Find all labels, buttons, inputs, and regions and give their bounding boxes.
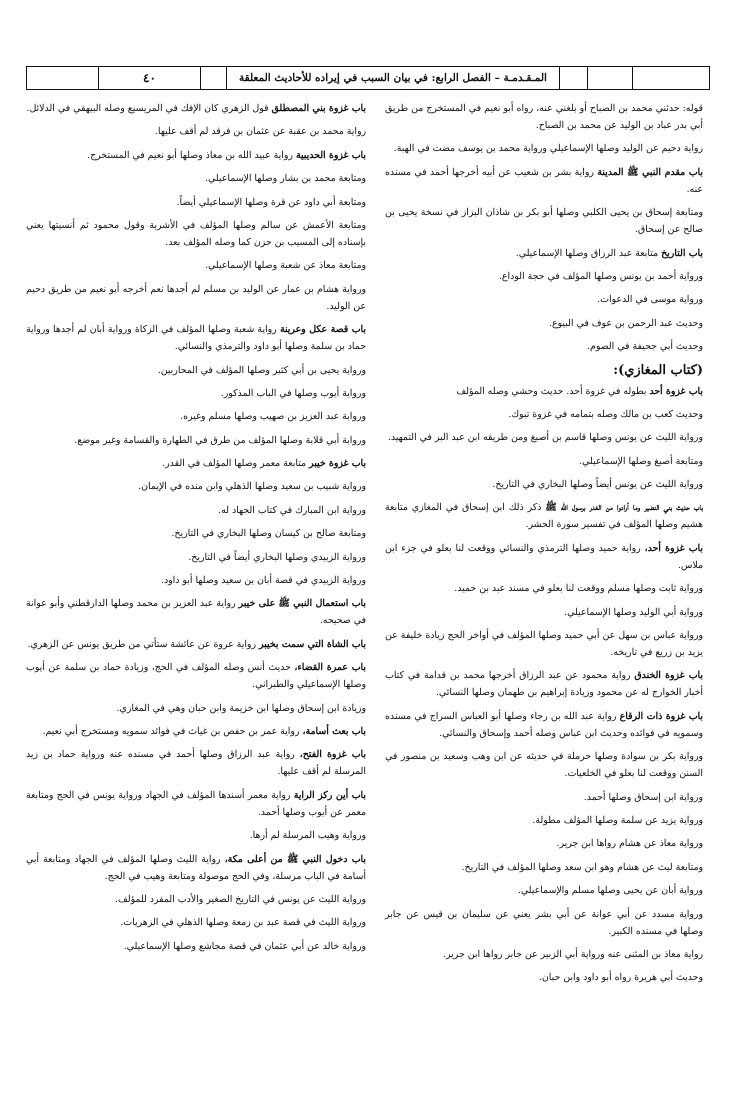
- paragraph: ورواية أبان عن يحيى وصلها مسلم والإسماعيلي.: [517, 885, 703, 897]
- paragraph: ورواية أيوب وصلها في الباب المذكور.: [220, 387, 366, 399]
- chapter-entry: [26, 746, 366, 780]
- paragraph: ورواية ابن إسحاق وصلها أحمد.: [583, 791, 703, 803]
- chapter-heading: باب دخول النبي ﷺ من أعلى مكة،: [224, 853, 366, 865]
- paragraph: ورواية أبي قلابة وصلها المؤلف من طرق في الطهارة والقسامة وغير موضع.: [74, 434, 366, 446]
- paragraph-text: بطوله في غزوة أحد. حديث وحشي وصله المؤلف: [456, 385, 650, 397]
- chapter-heading: باب استعمال النبي ﷺ على خيبر: [238, 598, 366, 610]
- paragraph: ومتابعة صالح بن كيسان وصلها البخاري في التاريخ.: [171, 528, 366, 540]
- paragraph: ورواية معاذ عن هشام رواها ابن جرير.: [556, 838, 703, 850]
- chapter-heading: باب غزوة بني المصطلق: [271, 103, 366, 114]
- header-empty-cell: [27, 67, 99, 89]
- paragraph: ورواية الزبيدي وصلها البخاري أيضاً في التاريخ.: [188, 551, 366, 563]
- chapter-entry: [26, 787, 366, 821]
- paragraph: ورواية الليث في قصة عبد بن زمعة وصلها الذهلي في الزهريات.: [120, 917, 366, 929]
- paragraph-text: حديث أنس وصله المؤلف في الحج، وزيادة حماد بن سلمة عن أيوب وصلها الإسماعيلي والطبراني.: [26, 662, 366, 691]
- right-column: [385, 100, 703, 993]
- paragraph: ورواية موسى في الدعوات.: [597, 294, 703, 306]
- running-header: [26, 66, 710, 90]
- paragraph-text: رواية عروة عن عائشة ستأتي من طريق يونس عن الزهري.: [27, 638, 259, 650]
- paragraph: ورواية الليث عن يونس في التاريخ الصغير والأدب المفرد للمؤلف.: [115, 893, 366, 905]
- paragraph: ورواية عباس بن سهل عن أبي حميد وصلها المؤلف في أواخر الحج زيادة خليفة عن يزيد بن زريع في تاريخه.: [385, 630, 703, 659]
- header-empty-cell: [201, 67, 227, 89]
- paragraph: ورواية أبي الوليد وصلها الإسماعيلي.: [564, 606, 703, 618]
- chapter-heading: باب غزوة أحد: [649, 385, 703, 397]
- paragraph: ورواية مسدد عن أبي عوانة عن أبي بشر يعني عن سليمان بن قيس عن جابر وصلها في مسنده الكبير.: [385, 908, 703, 937]
- chapter-entry: [385, 164, 703, 198]
- header-empty-cell: [588, 67, 633, 89]
- chapter-entry: [26, 723, 366, 740]
- chapter-heading: باب عمرة القضاء،: [294, 662, 366, 674]
- paragraph: ومتابعة الأعمش عن سالم وصلها المؤلف في الأشربة وقول محمود ثم أنسيتها يعني بإسناده إلى المسيب بن حزن كما وصله المؤلف بعد.: [26, 219, 366, 248]
- paragraph: وزيادة ابن إسحاق وصلها ابن خزيمة وابن حبان وهي في المغازي.: [116, 702, 366, 714]
- chapter-entry: [385, 383, 703, 400]
- paragraph: ورواية ابن المبارك في كتاب الجهاد له.: [218, 504, 366, 516]
- paragraph-text: قول الزهري كان الإفك في المريسيع وصله البيهقي في الدلائل.: [26, 103, 272, 114]
- chapter-heading: باب الشاة التي سمت بخيبر: [258, 638, 366, 650]
- paragraph: ورواية ثابت وصلها مسلم ووقعت لنا بعلو في مسند عبد بن حميد.: [454, 583, 703, 595]
- paragraph: رواية معاذ بن المثنى عنه ورواية أبي الزبير عن جابر رواها ابن جرير.: [443, 948, 703, 960]
- paragraph: ورواية الزبيدي في قصة أبان بن سعيد وصلها أبو داود.: [160, 575, 366, 587]
- paragraph-text: رواية الليث وصلها المؤلف في الجهاد ومتابعة أبي أسامة في الباب مرسلة، وفي الحج موصولة ومتابعة وهيب في الحج.: [26, 853, 366, 882]
- paragraph: قوله: حدثني محمد بن الصباح أو بلغني عنه، رواه أبو نعيم في المستخرج من طريق أبي بدر عباد بن الوليد عن محمد بن الصباح.: [385, 103, 703, 131]
- paragraph-text: رواية عبد العزيز بن محمد وصلها الدارقطني وأبو عوانة في صحيحه.: [26, 598, 366, 627]
- paragraph-text: رواية حميد وصلها الترمذي والنسائي ووقعت لنا بعلو في جزء ابن ملاس.: [385, 542, 703, 571]
- chapter-heading: باب غزوة ذات الرقاع: [619, 710, 703, 722]
- chapter-heading: باب غزوة الحديبية: [295, 149, 366, 161]
- paragraph: ورواية عبد العزيز بن صهيب وصلها مسلم وغيره.: [180, 411, 366, 423]
- paragraph-text: رواية عبد الله بن رجاء وصلها أبو العباس السراج في مسنده وسمويه في فوائده وحديث ابن عباس وصله أحمد وإسحاق والنسائي.: [385, 710, 703, 739]
- paragraph-text: ذكر ذلك ابن إسحاق في المغازي متابعة هشيم وصلها المؤلف في تفسير سورة الحشر.: [385, 502, 703, 531]
- paragraph-text: رواية عبيد الله بن معاذ وصلها أبو نعيم في المستخرج.: [87, 149, 296, 161]
- chapter-entry: [26, 100, 366, 117]
- paragraph: ورواية خالد عن أبي عثمان في قصة مجاشع وصلها الإسماعيلي.: [123, 940, 366, 952]
- paragraph: ومتابعة محمد بن بشار وصلها الإسماعيلي.: [205, 173, 366, 185]
- paragraph: ومتابعة معاذ عن شعبة وصلها الإسماعيلي.: [204, 260, 366, 272]
- paragraph-text: رواية عمر بن حفص بن غياث في فوائد سمويه ومستخرج أبي نعيم.: [42, 725, 303, 737]
- paragraph: ورواية أحمد بن يونس وصلها المؤلف في حجة الوداع.: [498, 270, 703, 282]
- left-column: [26, 100, 366, 961]
- header-empty-cell: [633, 67, 706, 89]
- chapter-entry: [26, 851, 366, 885]
- chapter-heading: باب غزوة الفتح،: [299, 749, 366, 761]
- chapter-title: المـقـدمـة – الفصل الرابع: في بيان السبب في إيراده للأحاديث المعلقة: [227, 67, 560, 89]
- paragraph: ورواية يزيد عن سلمة وصلها المؤلف مطولة.: [532, 814, 703, 826]
- paragraph: وحديث أبي جحيفة في الصوم.: [587, 341, 703, 353]
- paragraph: ورواية يحيى بن أبي كثير وصلها المؤلف في المحاربين.: [157, 364, 366, 376]
- paragraph: ورواية الليث عن يونس أيضاً وصلها البخاري في التاريخ.: [492, 479, 703, 491]
- paragraph-text: متابعة معمر وصلها المؤلف في القدر.: [162, 458, 310, 470]
- page-number: ٤٠: [99, 67, 201, 89]
- paragraph-text: رواية محمود عن عبد الرزاق أخرجها محمد بن قدامة في كتاب أخبار الخوارج له عن محمود وزيادة إبراهيم بن طهمان وصلها النسائي.: [385, 670, 703, 699]
- chapter-heading: باب التاريخ: [661, 247, 703, 259]
- paragraph: وحديث أبي هريرة رواه أبو داود وابن حبان.: [538, 972, 703, 984]
- section-title: (كتاب المغازي):: [613, 362, 703, 378]
- paragraph: ومتابعة أبي داود عن قرة وصلها الإسماعيلي أيضاً.: [176, 196, 366, 208]
- paragraph: ورواية بكر بن سوادة وصلها حرملة في حديثه عن ابن وهب وسعيد بن منصور في السنن ووقعت لنا بعلو في الخلعيات.: [385, 751, 703, 780]
- paragraph-text: رواية شعبة وصلها المؤلف في الزكاة ورواية أبان لم أجدها ورواية حماد بن سلمة وصلها أبو داود والترمذي والنسائي.: [26, 324, 366, 353]
- chapter-heading: باب غزوة خيبر: [309, 458, 366, 470]
- chapter-entry: [26, 147, 366, 164]
- chapter-heading: باب بعث أسامة،: [302, 725, 366, 737]
- paragraph-text: متابعة عبد الرزاق وصلها الإسماعيلي.: [515, 247, 662, 259]
- paragraph: وحديث عبد الرحمن بن عوف في البيوع.: [548, 317, 703, 329]
- paragraph-text: رواية عبد الرزاق وصلها أحمد في مسنده عنه ورواية حماد بن زيد المرسلة لم أقف عليها.: [26, 749, 366, 778]
- header-empty-cell: [560, 67, 588, 89]
- paragraph: رواية محمد بن عقبة عن عثمان بن فرقد لم أقف عليها.: [154, 126, 366, 138]
- paragraph-text: رواية معمر أسندها المؤلف في الجهاد ورواية يونس في الحج ومتابعة معمر عن أيوب وصلها أحمد.: [26, 789, 366, 818]
- paragraph: ومتابعة ليث عن هشام وهو ابن سعد وصلها المؤلف في التاريخ.: [461, 861, 703, 873]
- chapter-entry: [385, 540, 703, 574]
- chapter-entry: [26, 455, 366, 472]
- chapter-entry: [26, 595, 366, 629]
- chapter-heading: باب مقدم النبي ﷺ المدينة: [597, 166, 703, 178]
- chapter-entry: [385, 245, 703, 262]
- chapter-entry: [26, 321, 366, 355]
- chapter-heading: باب غزوة أحد،: [644, 542, 703, 554]
- paragraph: ورواية شبيب بن سعيد وصلها الذهلي وابن منده في الإيمان.: [138, 481, 366, 493]
- chapter-entry: [26, 659, 366, 693]
- paragraph: ورواية الليث عن يونس وصلها قاسم بن أصبغ ومن طريقه ابن عبد البر في التمهيد.: [387, 432, 703, 444]
- chapter-entry: [385, 708, 703, 742]
- paragraph: ورواية هشام بن عمار عن الوليد بن مسلم لم أجدها نعم أخرجه أبو نعيم من طريق دحيم عن الوليد.: [26, 283, 366, 312]
- paragraph: ومتابعة إسحاق بن يحيى الكلبي وصلها أبو بكر بن شاذان البزاز في نسخة يحيى بن صالح عن إسحاق.: [385, 207, 703, 236]
- paragraph: رواية دحيم عن الوليد وصلها الإسماعيلي ورواية محمد بن يوسف مضت في الهبة.: [393, 143, 703, 155]
- chapter-entry: [385, 667, 703, 701]
- chapter-heading: باب غزوة الخندق: [634, 670, 703, 682]
- chapter-heading: باب أين ركز الراية: [293, 789, 366, 801]
- paragraph-text: رواية بشر بن شعيب عن أبيه أخرجها أحمد في مسنده عنه.: [385, 166, 703, 195]
- chapter-entry: [385, 499, 703, 533]
- paragraph: ومتابعة أصبغ وصلها الإسماعيلي.: [579, 455, 703, 467]
- chapter-entry: [26, 636, 366, 653]
- paragraph: ورواية وهيب المرسلة لم أرها.: [249, 830, 366, 842]
- chapter-heading: باب قصة عكل وعرينة: [279, 324, 366, 336]
- paragraph: وحديث كعب بن مالك وصله بتمامه في غزوة تبوك.: [508, 408, 703, 420]
- chapter-heading: باب حديث بني النضير وما أرادوا من الغدر برسول الله ﷺ: [545, 502, 703, 514]
